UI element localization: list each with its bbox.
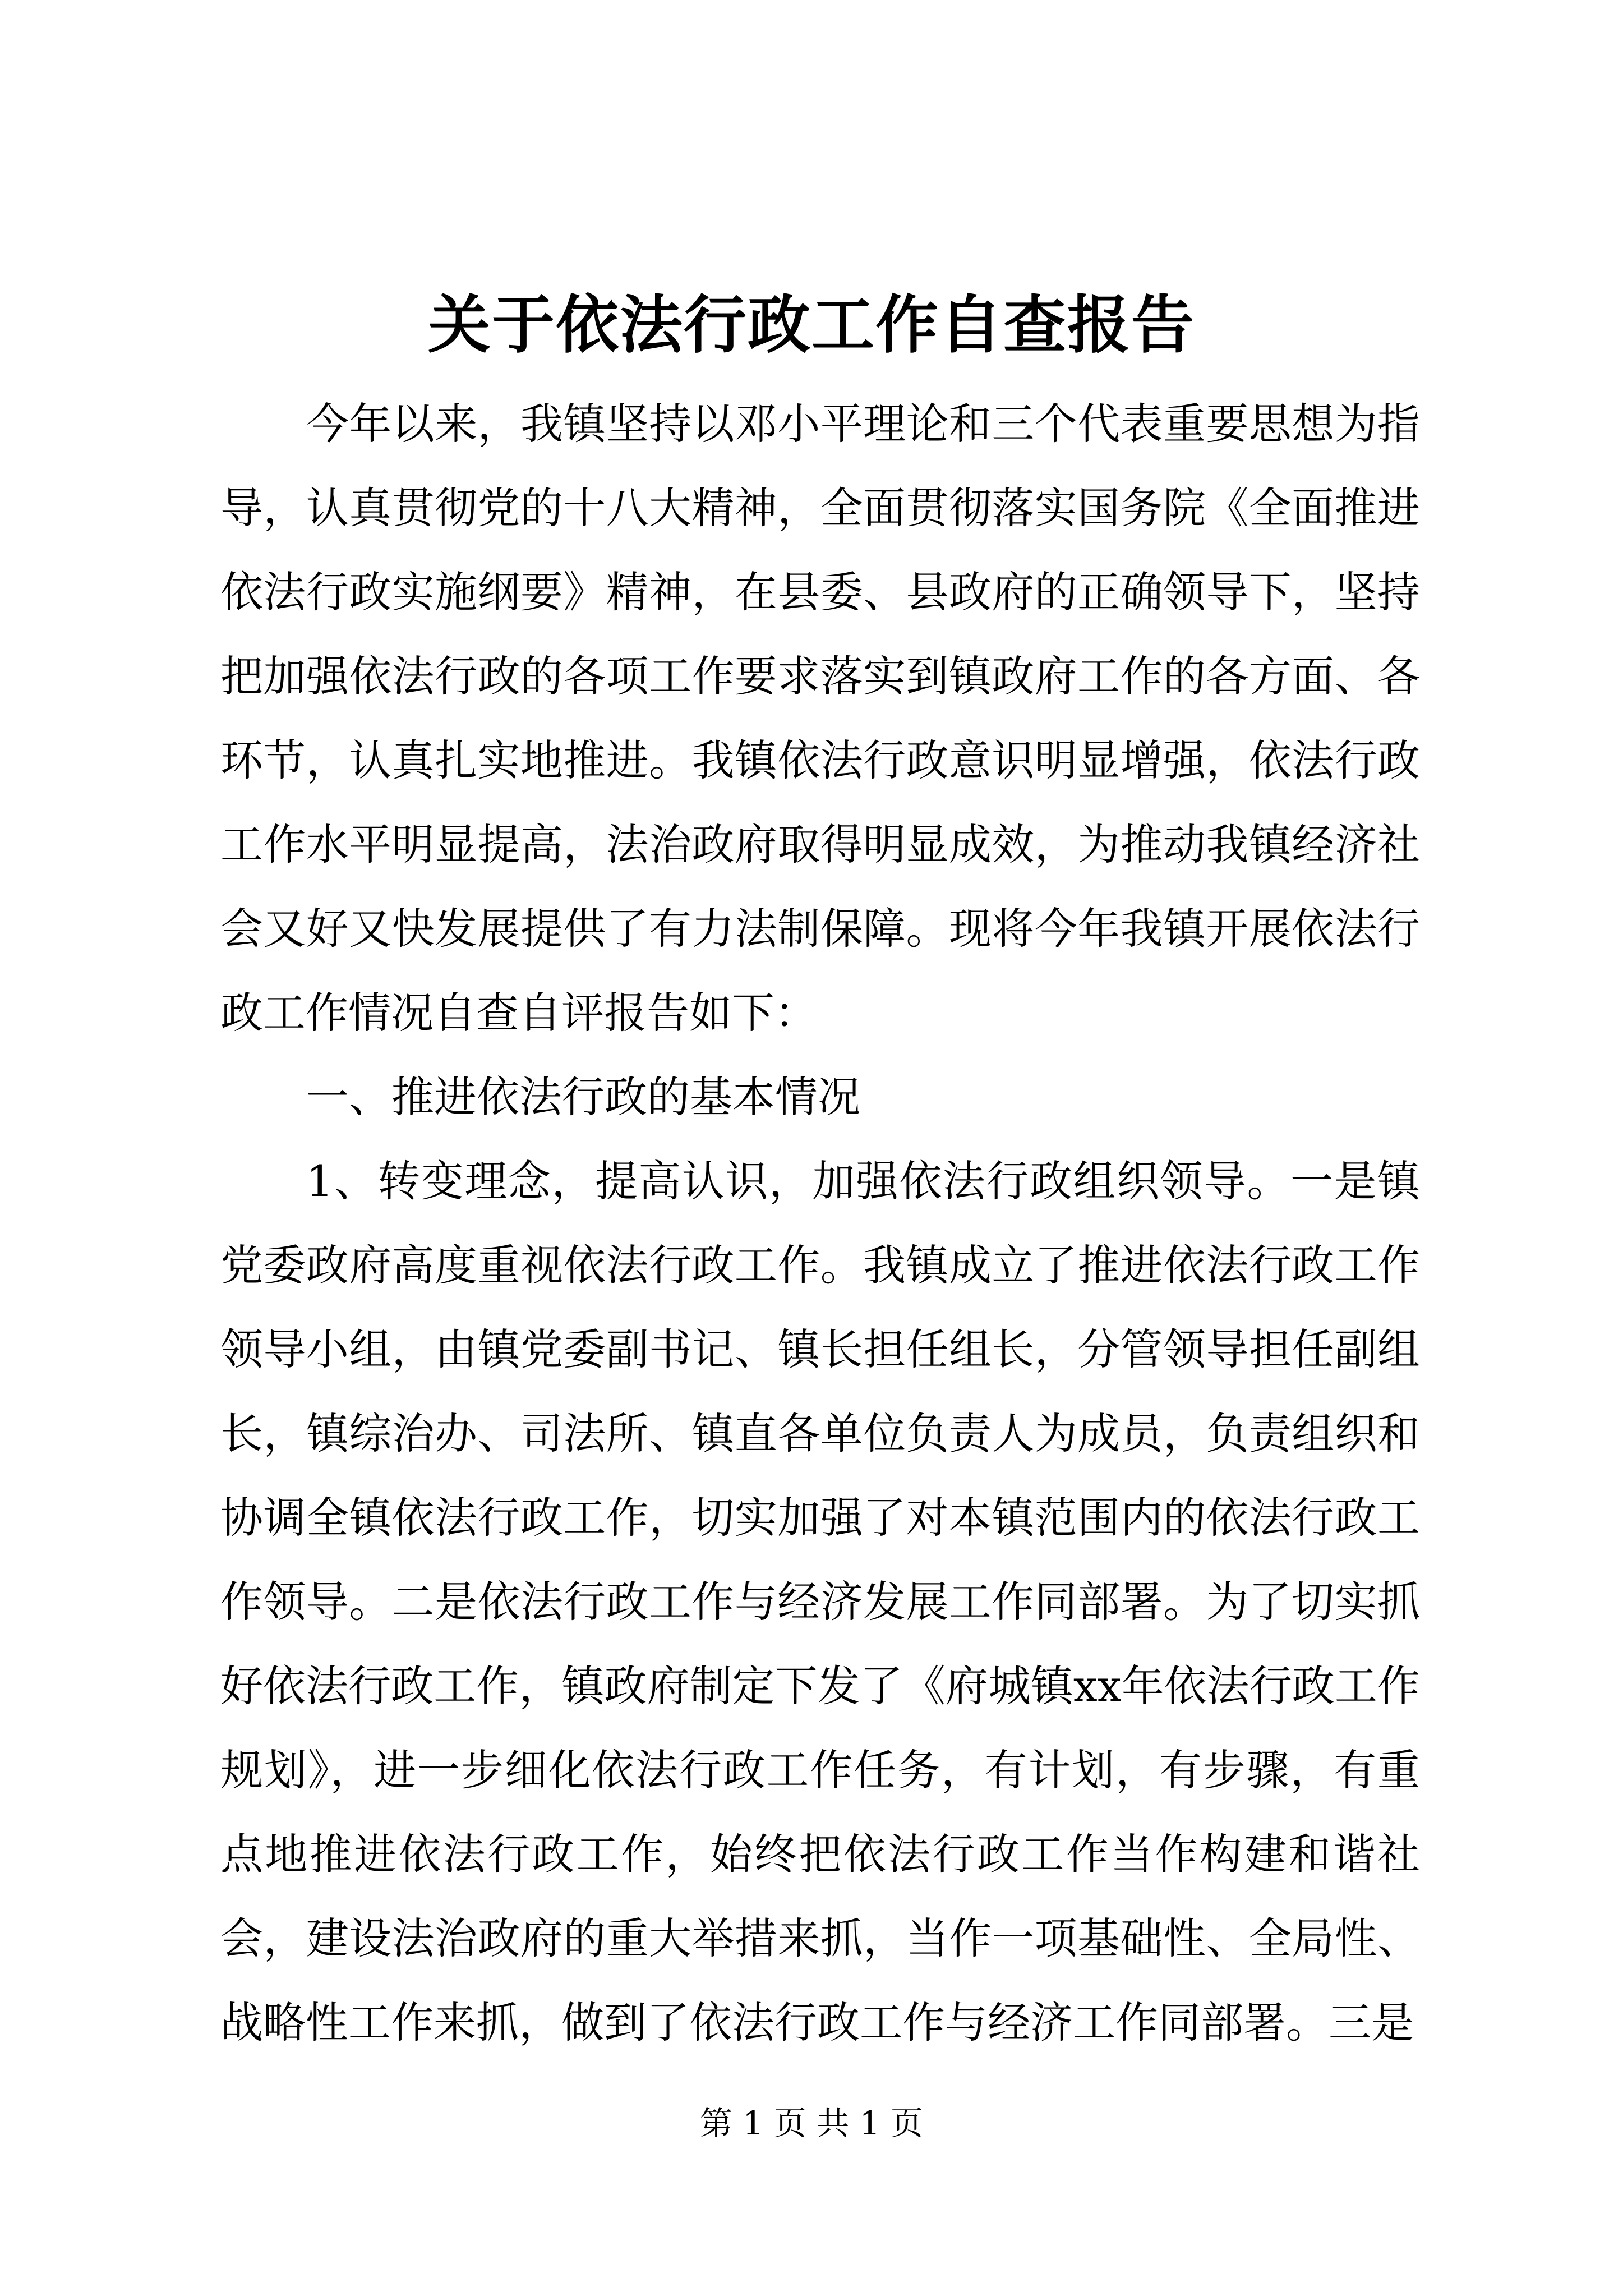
document-title: 关于依法行政工作自查报告 [428, 288, 1195, 362]
section-heading-1: 一、推进依法行政的基本情况 [306, 1072, 860, 1122]
paragraph-intro: 今年以来，我镇坚持以邓小平理论和三个代表重要思想为指导，认真贯彻党的十八大精神，全面贯彻落实国务院《全面推进依法行政实施纲要》精神，在县委、县政府的正确领导下，坚持把加强依法行政的各项工作要求落实到镇政府工作的各方面、各环节，认真扎实地推进。我镇依法行政意识明显增强，依法行政工作水平明显提高，法治政府取得明显成效，为推动我镇经济社会又好又快发展提供了有力法制保障。现将今年我镇开展依法行政工作情况自查自评报告如下： [220, 399, 1420, 1038]
document-body [220, 382, 1420, 2065]
paragraph-item-1: 1、转变理念，提高认识，加强依法行政组织领导。一是镇党委政府高度重视依法行政工作。我镇成立了推进依法行政工作领导小组，由镇党委副书记、镇长担任组长，分管领导担任副组长，镇综治办、司法所、镇直各单位负责人为成员，负责组织和协调全镇依法行政工作，切实加强了对本镇范围内的依法行政工作领导。二是依法行政工作与经济发展工作同部署。为了切实抓好依法行政工作，镇政府制定下发了《府城镇xx年依法行政工作规划》，进一步细化依法行政工作任务，有计划，有步骤，有重点地推进依法行政工作，始终把依法行政工作当作构建和谐社会，建设法治政府的重大举措来抓，当作一项基础性、全局性、战略性工作来抓，做到了依法行政工作与经济工作同部署。三是 [220, 1156, 1420, 2047]
page-footer: 第 1 页 共 1 页 [700, 2104, 923, 2142]
